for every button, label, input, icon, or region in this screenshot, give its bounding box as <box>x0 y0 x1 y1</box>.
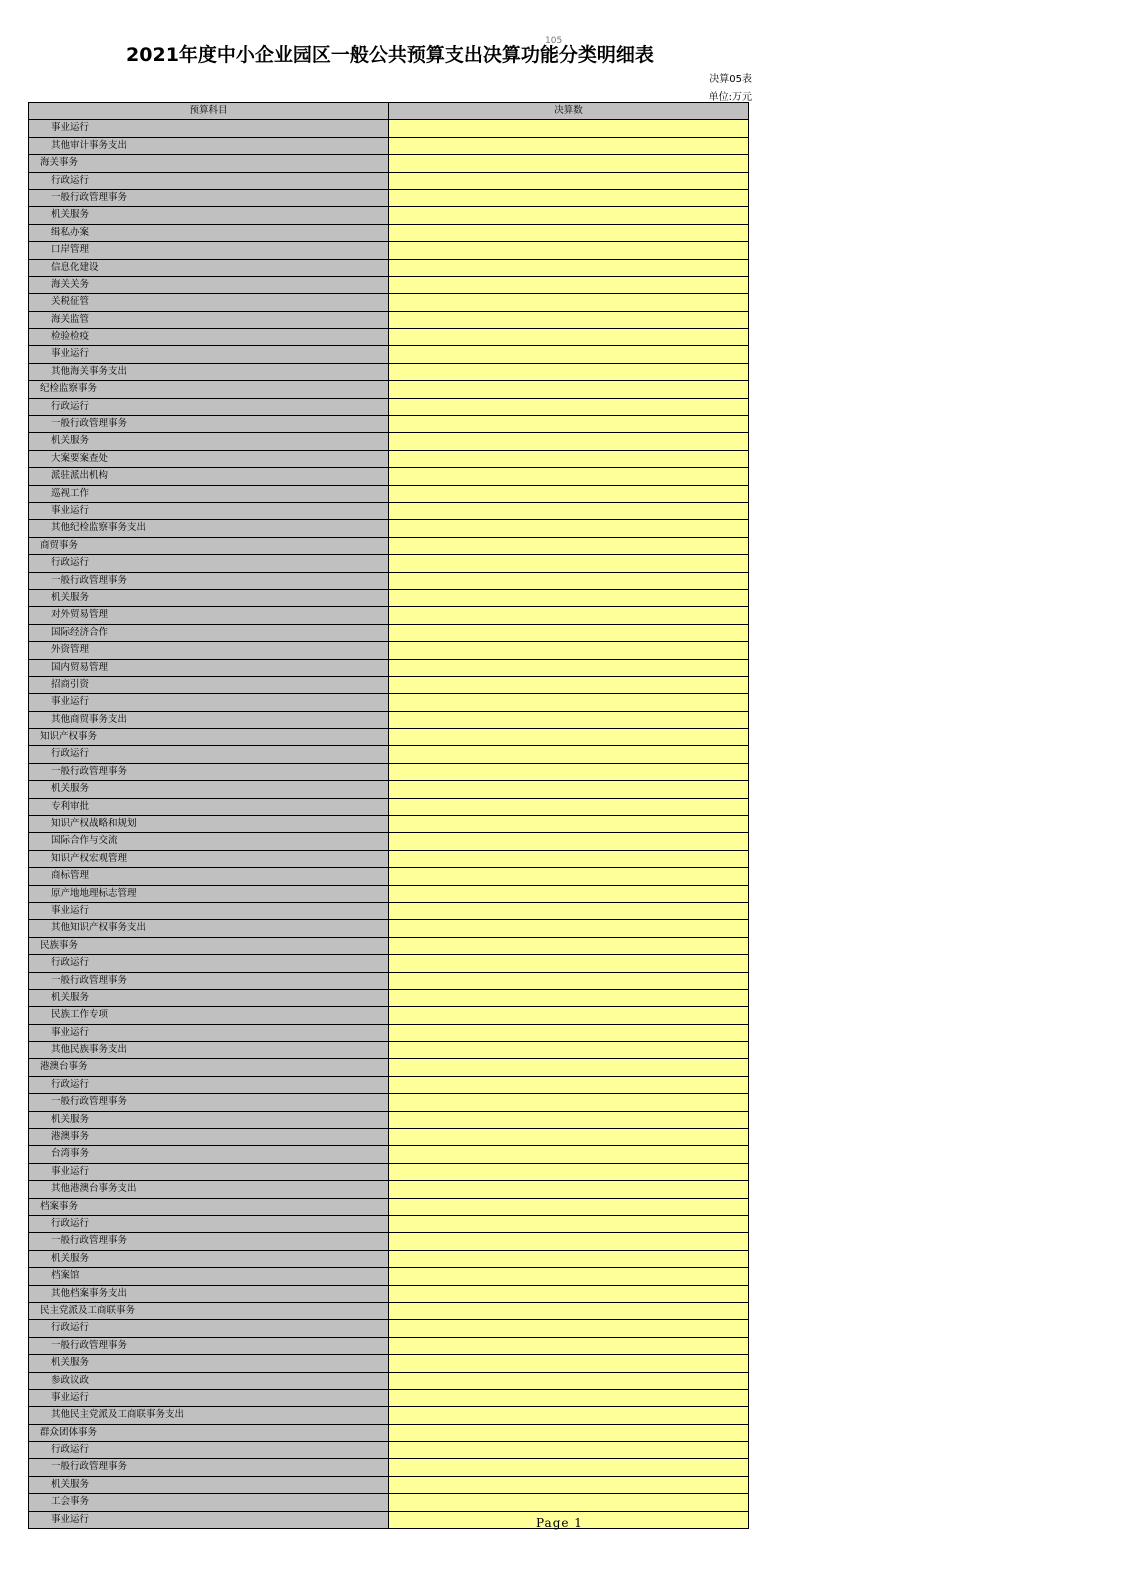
amount-cell[interactable] <box>389 1164 749 1181</box>
amount-cell[interactable] <box>389 260 749 277</box>
amount-cell[interactable] <box>389 1390 749 1407</box>
subject-cell: 事业运行 <box>29 1390 389 1407</box>
amount-cell[interactable] <box>389 781 749 798</box>
table-row <box>29 868 749 885</box>
table-row <box>29 225 749 242</box>
table-row <box>29 190 749 207</box>
amount-cell[interactable] <box>389 1268 749 1285</box>
amount-cell[interactable] <box>389 486 749 503</box>
subject-cell: 其他民主党派及工商联事务支出 <box>29 1407 389 1424</box>
table-row <box>29 1286 749 1303</box>
table-row <box>29 260 749 277</box>
subject-cell: 检验检疫 <box>29 329 389 346</box>
subject-cell: 国际经济合作 <box>29 625 389 642</box>
table-row <box>29 1216 749 1233</box>
table-row <box>29 833 749 850</box>
subject-cell: 事业运行 <box>29 503 389 520</box>
subject-cell: 事业运行 <box>29 903 389 920</box>
amount-cell[interactable] <box>389 138 749 155</box>
table-row <box>29 1251 749 1268</box>
table-row <box>29 677 749 694</box>
table-row <box>29 1233 749 1250</box>
amount-cell[interactable] <box>389 451 749 468</box>
subject-cell: 一般行政管理事务 <box>29 1459 389 1476</box>
amount-cell[interactable] <box>389 520 749 537</box>
table-row <box>29 399 749 416</box>
subject-cell: 机关服务 <box>29 1355 389 1372</box>
table-row <box>29 1181 749 1198</box>
amount-cell[interactable] <box>389 1251 749 1268</box>
table-row <box>29 1373 749 1390</box>
table-row <box>29 920 749 937</box>
subject-cell: 其他审计事务支出 <box>29 138 389 155</box>
amount-cell[interactable] <box>389 1094 749 1111</box>
amount-cell[interactable] <box>389 1233 749 1250</box>
subject-cell: 其他档案事务支出 <box>29 1286 389 1303</box>
amount-cell[interactable] <box>389 1059 749 1076</box>
amount-cell[interactable] <box>389 399 749 416</box>
amount-cell[interactable] <box>389 642 749 659</box>
budget-table <box>28 102 749 1529</box>
amount-cell[interactable] <box>389 555 749 572</box>
table-row <box>29 851 749 868</box>
table-row <box>29 294 749 311</box>
amount-cell[interactable] <box>389 242 749 259</box>
subject-cell: 知识产权战略和规划 <box>29 816 389 833</box>
table-row <box>29 468 749 485</box>
table-row <box>29 1146 749 1163</box>
subject-cell: 机关服务 <box>29 990 389 1007</box>
subject-cell: 招商引资 <box>29 677 389 694</box>
subject-cell: 行政运行 <box>29 1077 389 1094</box>
subject-cell: 事业运行 <box>29 1025 389 1042</box>
amount-cell[interactable] <box>389 294 749 311</box>
column-header-amount: 决算数 <box>389 103 749 120</box>
table-row <box>29 242 749 259</box>
subject-cell: 一般行政管理事务 <box>29 1338 389 1355</box>
table-row <box>29 764 749 781</box>
amount-cell[interactable] <box>389 1112 749 1129</box>
subject-cell: 台湾事务 <box>29 1146 389 1163</box>
amount-cell[interactable] <box>389 990 749 1007</box>
table-row <box>29 955 749 972</box>
amount-cell[interactable] <box>389 1320 749 1337</box>
subject-cell: 事业运行 <box>29 1164 389 1181</box>
table-row <box>29 973 749 990</box>
table-row <box>29 625 749 642</box>
table-row <box>29 1355 749 1372</box>
amount-cell[interactable] <box>389 190 749 207</box>
subject-cell: 派驻派出机构 <box>29 468 389 485</box>
table-row <box>29 520 749 537</box>
subject-cell: 群众团体事务 <box>29 1425 389 1442</box>
amount-cell[interactable] <box>389 625 749 642</box>
table-row <box>29 1425 749 1442</box>
table-row <box>29 1199 749 1216</box>
subject-cell: 巡视工作 <box>29 486 389 503</box>
amount-cell[interactable] <box>389 764 749 781</box>
subject-cell: 事业运行 <box>29 694 389 711</box>
subject-cell: 一般行政管理事务 <box>29 1233 389 1250</box>
amount-cell[interactable] <box>389 816 749 833</box>
amount-cell[interactable] <box>389 277 749 294</box>
amount-cell[interactable] <box>389 155 749 172</box>
table-code: 决算05表 <box>709 74 752 85</box>
subject-cell: 行政运行 <box>29 746 389 763</box>
amount-cell[interactable] <box>389 573 749 590</box>
subject-cell: 国际合作与交流 <box>29 833 389 850</box>
subject-cell: 关税征管 <box>29 294 389 311</box>
subject-cell: 其他商贸事务支出 <box>29 712 389 729</box>
subject-cell: 民族工作专项 <box>29 1007 389 1024</box>
table-row <box>29 1112 749 1129</box>
amount-cell[interactable] <box>389 207 749 224</box>
table-row <box>29 1042 749 1059</box>
amount-cell[interactable] <box>389 346 749 363</box>
table-row <box>29 990 749 1007</box>
amount-cell[interactable] <box>389 729 749 746</box>
amount-cell[interactable] <box>389 1286 749 1303</box>
table-row <box>29 694 749 711</box>
subject-cell: 一般行政管理事务 <box>29 416 389 433</box>
amount-cell[interactable] <box>389 746 749 763</box>
amount-cell[interactable] <box>389 920 749 937</box>
table-row <box>29 346 749 363</box>
table-row <box>29 277 749 294</box>
subject-cell: 行政运行 <box>29 399 389 416</box>
amount-cell[interactable] <box>389 1216 749 1233</box>
amount-cell[interactable] <box>389 1477 749 1494</box>
table-row <box>29 173 749 190</box>
subject-cell: 一般行政管理事务 <box>29 973 389 990</box>
amount-cell[interactable] <box>389 1494 749 1511</box>
subject-cell: 其他民族事务支出 <box>29 1042 389 1059</box>
subject-cell: 海关关务 <box>29 277 389 294</box>
amount-cell[interactable] <box>389 833 749 850</box>
table-row <box>29 381 749 398</box>
subject-cell: 一般行政管理事务 <box>29 764 389 781</box>
amount-cell[interactable] <box>389 799 749 816</box>
amount-cell[interactable] <box>389 1425 749 1442</box>
table-row <box>29 416 749 433</box>
amount-cell[interactable] <box>389 381 749 398</box>
table-body <box>29 120 749 1529</box>
table-header-row <box>29 103 749 120</box>
table-row <box>29 538 749 555</box>
table-row <box>29 573 749 590</box>
amount-cell[interactable] <box>389 329 749 346</box>
table-row <box>29 329 749 346</box>
amount-cell[interactable] <box>389 1181 749 1198</box>
page-footer: Page 1 <box>536 1516 583 1530</box>
subject-cell: 商贸事务 <box>29 538 389 555</box>
subject-cell: 其他纪检监察事务支出 <box>29 520 389 537</box>
report-title: 2021年度中小企业园区一般公共预算支出决算功能分类明细表 <box>126 44 654 66</box>
amount-cell[interactable] <box>389 851 749 868</box>
table-row <box>29 1477 749 1494</box>
subject-cell: 原产地地理标志管理 <box>29 886 389 903</box>
amount-cell[interactable] <box>389 312 749 329</box>
amount-cell[interactable] <box>389 868 749 885</box>
amount-cell[interactable] <box>389 1007 749 1024</box>
table-row <box>29 712 749 729</box>
subject-cell: 机关服务 <box>29 1112 389 1129</box>
amount-cell[interactable] <box>389 173 749 190</box>
subject-cell: 外资管理 <box>29 642 389 659</box>
table-row <box>29 451 749 468</box>
amount-cell[interactable] <box>389 120 749 137</box>
table-row <box>29 433 749 450</box>
subject-cell: 档案事务 <box>29 1199 389 1216</box>
subject-cell: 机关服务 <box>29 1251 389 1268</box>
column-header-subject: 预算科目 <box>29 103 389 120</box>
table-row <box>29 1025 749 1042</box>
subject-cell: 参政议政 <box>29 1373 389 1390</box>
table-row <box>29 1164 749 1181</box>
amount-cell[interactable] <box>389 503 749 520</box>
subject-cell: 机关服务 <box>29 590 389 607</box>
amount-cell[interactable] <box>389 886 749 903</box>
subject-cell: 事业运行 <box>29 120 389 137</box>
table-row <box>29 1390 749 1407</box>
subject-cell: 一般行政管理事务 <box>29 1094 389 1111</box>
subject-cell: 一般行政管理事务 <box>29 573 389 590</box>
subject-cell: 行政运行 <box>29 955 389 972</box>
table-row <box>29 555 749 572</box>
subject-cell: 商标管理 <box>29 868 389 885</box>
subject-cell: 行政运行 <box>29 1442 389 1459</box>
amount-cell[interactable] <box>389 416 749 433</box>
amount-cell[interactable] <box>389 1146 749 1163</box>
subject-cell: 海关事务 <box>29 155 389 172</box>
amount-cell[interactable] <box>389 225 749 242</box>
table-row <box>29 1494 749 1511</box>
subject-cell: 大案要案查处 <box>29 451 389 468</box>
amount-cell[interactable] <box>389 1199 749 1216</box>
amount-cell[interactable] <box>389 1373 749 1390</box>
amount-cell[interactable] <box>389 364 749 381</box>
subject-cell: 知识产权事务 <box>29 729 389 746</box>
subject-cell: 缉私办案 <box>29 225 389 242</box>
subject-cell: 行政运行 <box>29 1216 389 1233</box>
amount-cell[interactable] <box>389 433 749 450</box>
subject-cell: 行政运行 <box>29 555 389 572</box>
table-row <box>29 364 749 381</box>
amount-cell[interactable] <box>389 1129 749 1146</box>
amount-cell[interactable] <box>389 1042 749 1059</box>
table-row <box>29 938 749 955</box>
table-row <box>29 1338 749 1355</box>
table-row <box>29 886 749 903</box>
table-row <box>29 312 749 329</box>
subject-cell: 其他港澳台事务支出 <box>29 1181 389 1198</box>
table-row <box>29 120 749 137</box>
amount-cell[interactable] <box>389 1025 749 1042</box>
table-row <box>29 138 749 155</box>
stamp-mark: 105 <box>545 36 563 46</box>
table-row <box>29 1407 749 1424</box>
subject-cell: 事业运行 <box>29 1512 389 1529</box>
subject-cell: 工会事务 <box>29 1494 389 1511</box>
amount-cell[interactable] <box>389 938 749 955</box>
table-row <box>29 1268 749 1285</box>
amount-cell[interactable] <box>389 973 749 990</box>
table-row <box>29 1059 749 1076</box>
subject-cell: 港澳台事务 <box>29 1059 389 1076</box>
table-row <box>29 660 749 677</box>
table-row <box>29 729 749 746</box>
subject-cell: 机关服务 <box>29 781 389 798</box>
subject-cell: 专利审批 <box>29 799 389 816</box>
amount-cell[interactable] <box>389 1077 749 1094</box>
table-row <box>29 1129 749 1146</box>
subject-cell: 事业运行 <box>29 346 389 363</box>
subject-cell: 一般行政管理事务 <box>29 190 389 207</box>
unit-label: 单位:万元 <box>708 92 752 103</box>
amount-cell[interactable] <box>389 590 749 607</box>
amount-cell[interactable] <box>389 468 749 485</box>
subject-cell: 海关监管 <box>29 312 389 329</box>
subject-cell: 行政运行 <box>29 1320 389 1337</box>
table-row <box>29 503 749 520</box>
table-row <box>29 1094 749 1111</box>
table-row <box>29 903 749 920</box>
table-row <box>29 1077 749 1094</box>
amount-cell[interactable] <box>389 712 749 729</box>
amount-cell[interactable] <box>389 1459 749 1476</box>
subject-cell: 行政运行 <box>29 173 389 190</box>
subject-cell: 民主党派及工商联事务 <box>29 1303 389 1320</box>
table-row <box>29 746 749 763</box>
table-row <box>29 486 749 503</box>
table-row <box>29 1320 749 1337</box>
subject-cell: 民族事务 <box>29 938 389 955</box>
amount-cell[interactable] <box>389 1303 749 1320</box>
subject-cell: 机关服务 <box>29 207 389 224</box>
table-row <box>29 1459 749 1476</box>
table-row <box>29 781 749 798</box>
amount-cell[interactable] <box>389 607 749 624</box>
table-row <box>29 1303 749 1320</box>
amount-cell[interactable] <box>389 1442 749 1459</box>
subject-cell: 机关服务 <box>29 433 389 450</box>
subject-cell: 口岸管理 <box>29 242 389 259</box>
subject-cell: 纪检监察事务 <box>29 381 389 398</box>
table-row <box>29 642 749 659</box>
subject-cell: 其他海关事务支出 <box>29 364 389 381</box>
table-row <box>29 155 749 172</box>
amount-cell[interactable] <box>389 1338 749 1355</box>
amount-cell[interactable] <box>389 955 749 972</box>
table-row <box>29 1442 749 1459</box>
table-row <box>29 1512 749 1529</box>
table-row <box>29 590 749 607</box>
subject-cell: 机关服务 <box>29 1477 389 1494</box>
amount-cell[interactable] <box>389 660 749 677</box>
subject-cell: 国内贸易管理 <box>29 660 389 677</box>
subject-cell: 其他知识产权事务支出 <box>29 920 389 937</box>
amount-cell[interactable] <box>389 903 749 920</box>
subject-cell: 档案馆 <box>29 1268 389 1285</box>
subject-cell: 港澳事务 <box>29 1129 389 1146</box>
table-row <box>29 1007 749 1024</box>
subject-cell: 对外贸易管理 <box>29 607 389 624</box>
amount-cell[interactable] <box>389 677 749 694</box>
amount-cell[interactable] <box>389 538 749 555</box>
amount-cell[interactable] <box>389 1407 749 1424</box>
amount-cell[interactable] <box>389 1355 749 1372</box>
table-row <box>29 207 749 224</box>
table-row <box>29 816 749 833</box>
subject-cell: 知识产权宏观管理 <box>29 851 389 868</box>
amount-cell[interactable] <box>389 694 749 711</box>
table-row <box>29 799 749 816</box>
subject-cell: 信息化建设 <box>29 260 389 277</box>
table-row <box>29 607 749 624</box>
